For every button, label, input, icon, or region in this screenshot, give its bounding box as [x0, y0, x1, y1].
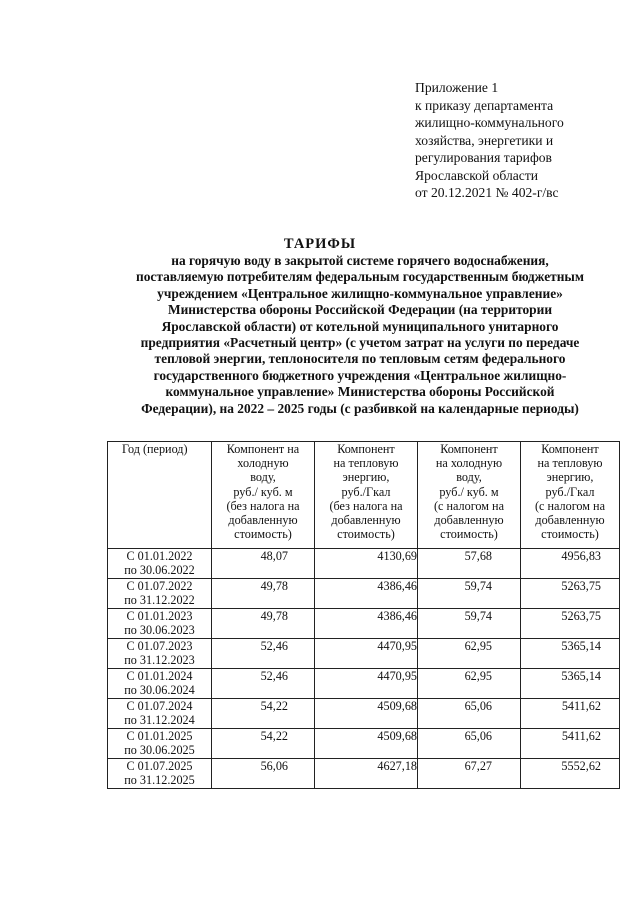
tariffs-table [107, 441, 620, 789]
column-header-cold-water-vat [418, 442, 521, 549]
period-cell [108, 669, 212, 699]
header-line: на тепловую [537, 456, 603, 471]
subtitle-line: государственного бюджетного учреждения «Центральное жилищно- [153, 367, 567, 383]
cold-water-vat-cell: 59,74 [418, 609, 521, 639]
header-line: на тепловую [333, 456, 399, 471]
table-row [108, 609, 620, 639]
header-line: Год (период) [122, 442, 188, 456]
table-row [108, 759, 620, 789]
subtitle-line: учреждением «Центральное жилищно-коммунальное управление» [157, 285, 563, 301]
period-line: по 31.12.2022 [124, 593, 195, 608]
heat-energy-vat-cell: 5263,75 [521, 609, 620, 639]
period-line: С 01.01.2022 [126, 549, 193, 563]
header-line: добавленную [228, 513, 298, 528]
heat-energy-vat-cell: 5411,62 [521, 699, 620, 729]
period-cell [108, 549, 212, 579]
heat-energy-no-vat-cell: 4386,46 [315, 579, 418, 609]
table-row [108, 549, 620, 579]
heat-energy-vat-cell: 5365,14 [521, 639, 620, 669]
header-line: Компонент [541, 442, 599, 456]
appendix-line: Приложение 1 [415, 80, 499, 95]
cold-water-vat-cell: 59,74 [418, 579, 521, 609]
header-line: Компонент на [226, 442, 300, 456]
column-header-period [108, 442, 212, 549]
cold-water-no-vat-cell: 49,78 [212, 609, 315, 639]
header-line: (без налога на [329, 498, 403, 513]
period-line: С 01.07.2023 [126, 639, 193, 653]
header-line: руб./ куб. м [439, 484, 499, 499]
cold-water-vat-cell: 62,95 [418, 639, 521, 669]
header-line: Компонент [440, 442, 498, 456]
cold-water-no-vat-cell: 52,46 [212, 669, 315, 699]
period-cell [108, 729, 212, 759]
appendix-line: жилищно-коммунального [415, 115, 564, 130]
period-cell [108, 759, 212, 789]
header-line: воду, [250, 470, 276, 485]
period-line: С 01.01.2023 [126, 609, 193, 623]
heat-energy-vat-cell: 5411,62 [521, 729, 620, 759]
period-cell [108, 699, 212, 729]
appendix-line: к приказу департамента [415, 97, 554, 113]
subtitle-line: предприятия «Расчетный центр» (с учетом затрат на услуги по передаче [140, 335, 580, 351]
cold-water-no-vat-cell: 48,07 [212, 549, 315, 579]
header-line: руб./ куб. м [233, 484, 293, 499]
appendix-block [415, 79, 630, 202]
header-line: холодную [237, 456, 289, 471]
document-subtitle [100, 253, 620, 417]
period-line: С 01.07.2022 [126, 579, 193, 593]
heat-energy-no-vat-cell: 4627,18 [315, 759, 418, 789]
header-line: (с налогом на [535, 498, 605, 513]
table-row [108, 729, 620, 759]
period-cell [108, 639, 212, 669]
table-row [108, 669, 620, 699]
column-header-cold-water-no-vat [212, 442, 315, 549]
period-line: С 01.07.2024 [126, 699, 193, 713]
heat-energy-no-vat-cell: 4470,95 [315, 669, 418, 699]
subtitle-line: тепловой энергии, теплоносителя по тепловым сетям федерального [154, 351, 566, 367]
heat-energy-vat-cell: 4956,83 [521, 549, 620, 579]
heat-energy-no-vat-cell: 4509,68 [315, 699, 418, 729]
heat-energy-no-vat-cell: 4386,46 [315, 609, 418, 639]
cold-water-vat-cell: 67,27 [418, 759, 521, 789]
cold-water-vat-cell: 65,06 [418, 729, 521, 759]
header-line: руб./Гкал [545, 484, 595, 499]
header-line: добавленную [331, 513, 401, 528]
period-line: по 30.06.2023 [124, 623, 195, 638]
cold-water-no-vat-cell: 54,22 [212, 699, 315, 729]
cold-water-no-vat-cell: 54,22 [212, 729, 315, 759]
header-line: стоимость) [440, 527, 498, 542]
period-cell [108, 579, 212, 609]
header-line: стоимость) [541, 527, 599, 542]
cold-water-no-vat-cell: 56,06 [212, 759, 315, 789]
header-line: добавленную [434, 513, 504, 528]
period-line: по 30.06.2022 [124, 563, 195, 578]
appendix-line: хозяйства, энергетики и [415, 132, 554, 148]
heat-energy-vat-cell: 5365,14 [521, 669, 620, 699]
header-line: (с налогом на [434, 498, 504, 513]
cold-water-vat-cell: 62,95 [418, 669, 521, 699]
cold-water-no-vat-cell: 52,46 [212, 639, 315, 669]
table-row [108, 699, 620, 729]
header-line: добавленную [535, 513, 605, 528]
column-header-heat-energy-no-vat [315, 442, 418, 549]
table-header-row [108, 442, 620, 549]
header-line: руб./Гкал [341, 484, 391, 499]
appendix-line: регулирования тарифов [415, 150, 552, 165]
heat-energy-vat-cell: 5263,75 [521, 579, 620, 609]
header-line: воду, [456, 470, 482, 485]
subtitle-line: поставляемую потребителям федеральным государственным бюджетным [135, 269, 584, 285]
period-line: С 01.01.2025 [126, 729, 193, 743]
header-line: энергию, [342, 470, 390, 485]
table-row [108, 639, 620, 669]
header-line: стоимость) [234, 527, 292, 542]
column-header-heat-energy-vat [521, 442, 620, 549]
table-body [108, 549, 620, 789]
heat-energy-no-vat-cell: 4509,68 [315, 729, 418, 759]
header-line: на холодную [435, 456, 503, 471]
period-cell [108, 609, 212, 639]
appendix-line: от 20.12.2021 № 402-г/вс [415, 185, 559, 200]
header-line: стоимость) [337, 527, 395, 542]
period-line: С 01.01.2024 [126, 669, 193, 683]
subtitle-line: Ярославской области) от котельной муниципального унитарного [161, 318, 559, 334]
subtitle-line: Федерации), на 2022 – 2025 годы (с разбивкой на календарные периоды) [141, 400, 579, 416]
cold-water-vat-cell: 65,06 [418, 699, 521, 729]
heat-energy-no-vat-cell: 4130,69 [315, 549, 418, 579]
header-line: (без налога на [226, 498, 300, 513]
cold-water-vat-cell: 57,68 [418, 549, 521, 579]
period-line: по 30.06.2024 [124, 683, 195, 698]
period-line: С 01.07.2025 [126, 759, 193, 773]
subtitle-line: коммунальное управление» Министерства обороны Российской [165, 384, 555, 400]
period-line: по 30.06.2025 [124, 743, 195, 758]
heat-energy-vat-cell: 5552,62 [521, 759, 620, 789]
period-line: по 31.12.2025 [124, 773, 195, 788]
subtitle-line: Министерства обороны Российской Федерации (на территории [167, 302, 553, 318]
document-title: ТАРИФЫ [283, 236, 357, 252]
period-line: по 31.12.2023 [124, 653, 195, 668]
period-line: по 31.12.2024 [124, 713, 195, 728]
table-row [108, 579, 620, 609]
header-line: Компонент [337, 442, 395, 456]
heat-energy-no-vat-cell: 4470,95 [315, 639, 418, 669]
cold-water-no-vat-cell: 49,78 [212, 579, 315, 609]
subtitle-line: на горячую воду в закрытой системе горячего водоснабжения, [171, 253, 549, 268]
header-line: энергию, [546, 470, 594, 485]
appendix-line: Ярославской области [415, 167, 539, 183]
